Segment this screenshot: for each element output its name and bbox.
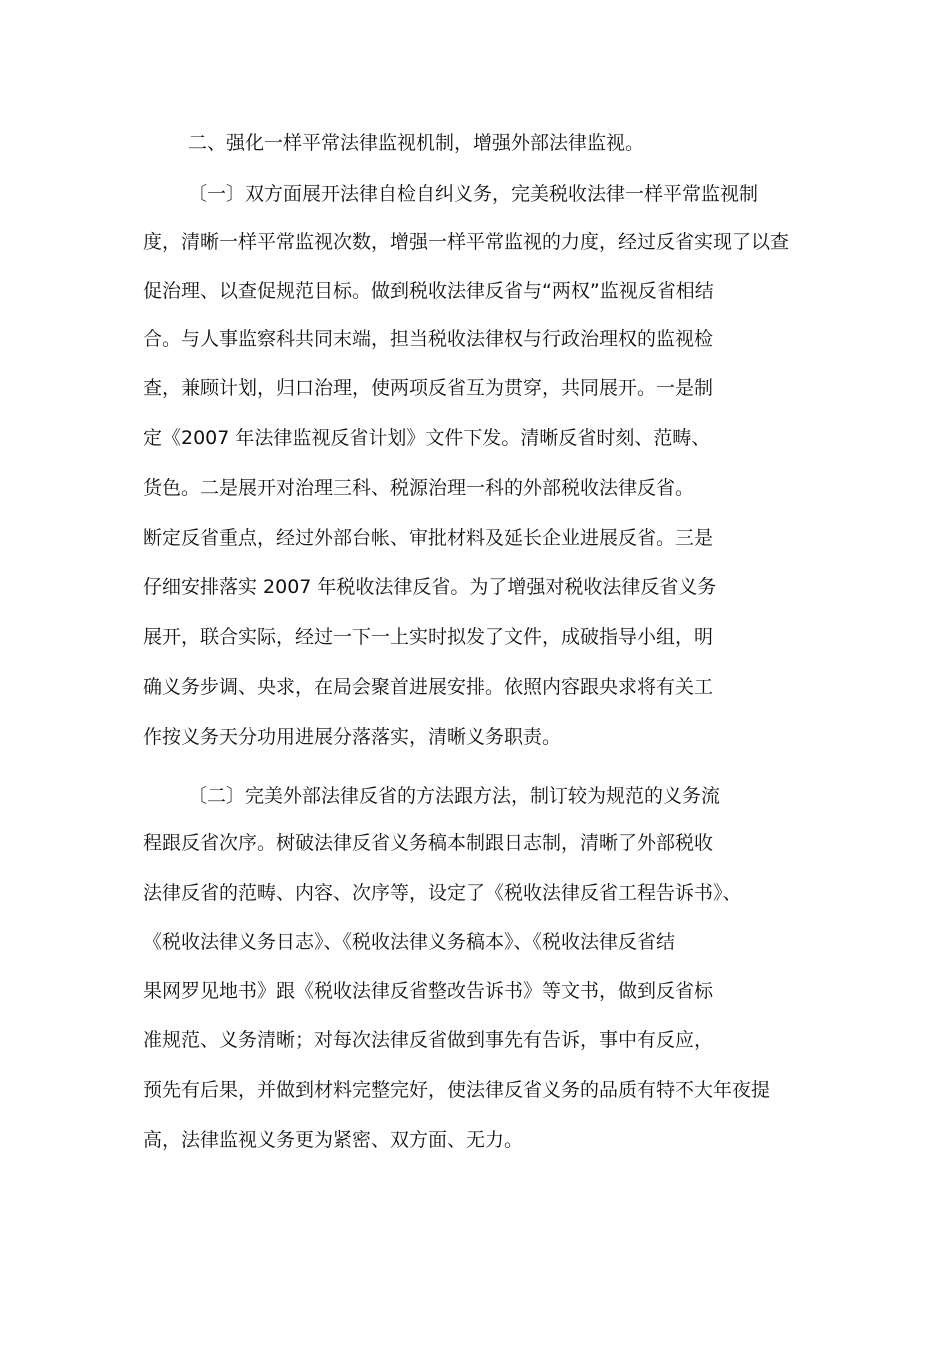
paragraph-line: 促治理、以查促规范目标。做到税收法律反省与“两权”监视反省相结: [143, 280, 714, 302]
paragraph-line: 〔二〕完美外部法律反省的方法跟方法，制订较为规范的义务流: [188, 785, 721, 807]
paragraph-line: 〔一〕双方面展开法律自检自纠义务，完美税收法律一样平常监视制: [188, 183, 759, 205]
paragraph-line: 度，清晰一样平常监视次数，增强一样平常监视的力度，经过反省实现了以查: [143, 231, 790, 253]
paragraph-line: 预先有后果，并做到材料完整完好，使法律反省义务的品质有特不大年夜提: [143, 1079, 771, 1101]
paragraph-line: 查，兼顾计划，归口治理，使两项反省互为贯穿，共同展开。一是制: [143, 377, 714, 399]
paragraph-line: 果网罗见地书》跟《税收法律反省整改告诉书》等文书，做到反省标: [143, 980, 714, 1002]
paragraph-line: 仔细安排落实 2007 年税收法律反省。为了增强对税收法律反省义务: [143, 576, 717, 598]
paragraph-line: 合。与人事监察科共同末端，担当税收法律权与行政治理权的监视检: [143, 328, 714, 350]
paragraph-line: 货色。二是展开对治理三科、税源治理一科的外部税收法律反省。: [143, 477, 695, 499]
paragraph-line: 确义务步调、央求，在局会聚首进展安排。依照内容跟央求将有关工: [143, 676, 714, 698]
paragraph-line: 定《2007 年法律监视反省计划》文件下发。清晰反省时刻、范畴、: [143, 427, 711, 449]
paragraph-line: 高，法律监视义务更为紧密、双方面、无力。: [143, 1129, 524, 1151]
paragraph-line: 准规范、义务清晰；对每次法律反省做到事先有告诉，事中有反应，: [143, 1029, 714, 1051]
paragraph-line: 法律反省的范畴、内容、次序等，设定了《税收法律反省工程告诉书》、: [143, 882, 742, 904]
section-heading: 二、强化一样平常法律监视机制，增强外部法律监视。: [188, 132, 645, 154]
paragraph-line: 程跟反省次序。树破法律反省义务稿本制跟日志制，清晰了外部税收: [143, 832, 714, 854]
paragraph-line: 断定反省重点，经过外部台帐、审批材料及延长企业进展反省。三是: [143, 527, 714, 549]
paragraph-line: 《税收法律义务日志》、《税收法律义务稿本》、《税收法律反省结: [143, 931, 676, 953]
paragraph-line: 作按义务天分功用进展分落落实，清晰义务职责。: [143, 726, 562, 748]
paragraph-line: 展开，联合实际，经过一下一上实时拟发了文件，成破指导小组，明: [143, 626, 714, 648]
